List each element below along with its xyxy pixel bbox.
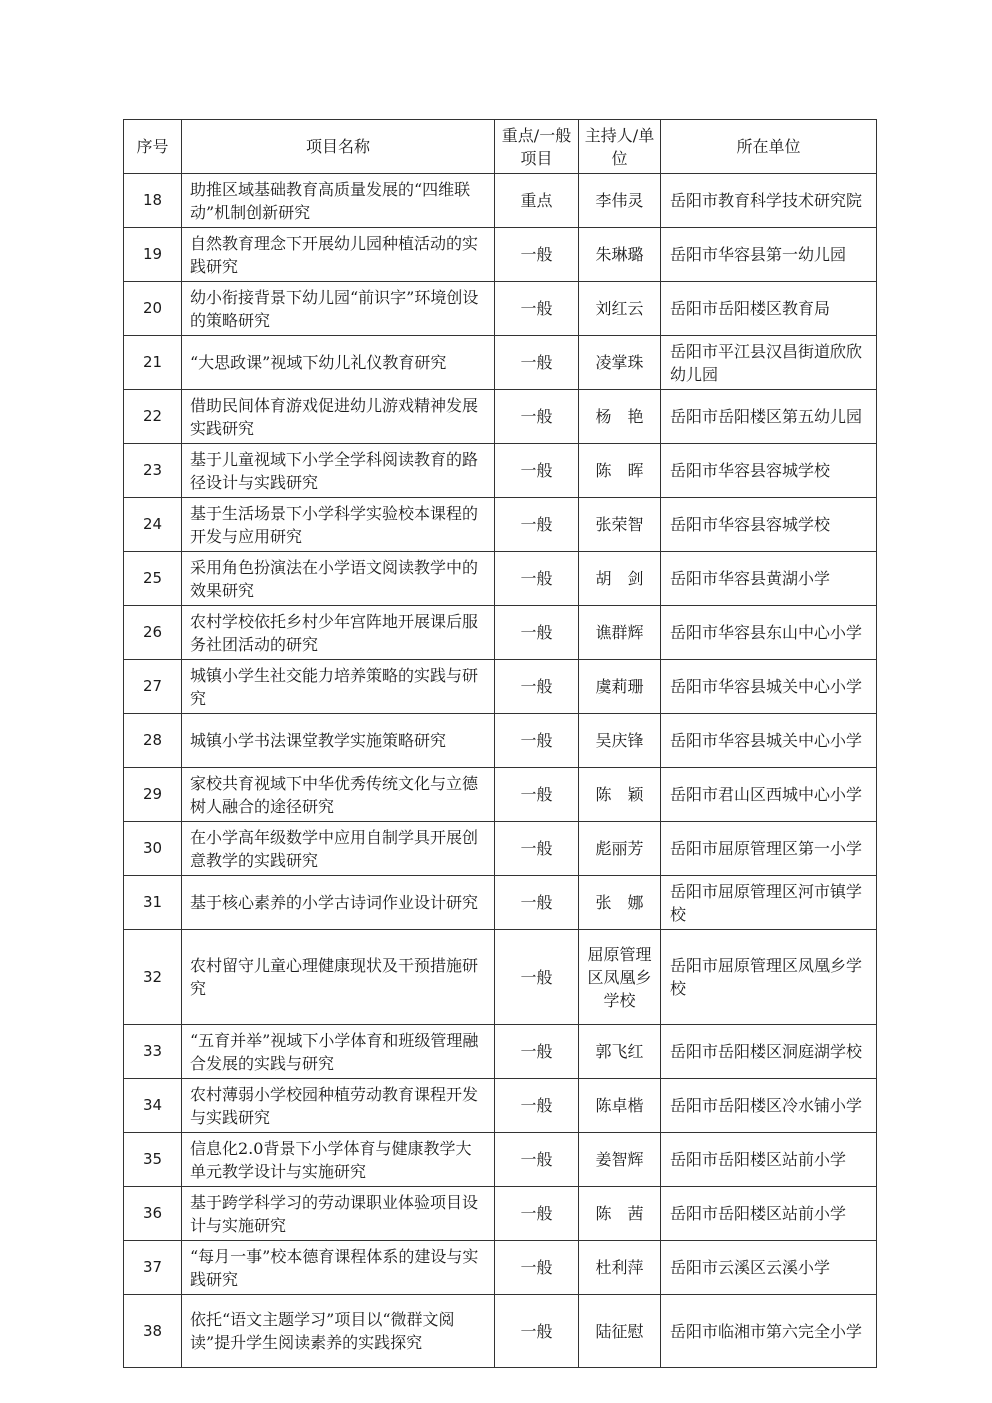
cell-project-name: 农村薄弱小学校园种植劳动教育课程开发与实践研究 <box>182 1079 495 1133</box>
cell-project-type: 一般 <box>495 768 579 822</box>
table-row <box>124 1133 877 1187</box>
cell-host: 吴庆锋 <box>579 714 661 768</box>
cell-project-type: 一般 <box>495 714 579 768</box>
cell-serial: 19 <box>124 228 182 282</box>
cell-project-type: 重点 <box>495 174 579 228</box>
cell-project-type: 一般 <box>495 606 579 660</box>
cell-project-name: 基于跨学科学习的劳动课职业体验项目设计与实施研究 <box>182 1187 495 1241</box>
cell-serial: 20 <box>124 282 182 336</box>
cell-serial: 24 <box>124 498 182 552</box>
cell-unit: 岳阳市岳阳楼区洞庭湖学校 <box>661 1025 877 1079</box>
cell-host: 陈 晖 <box>579 444 661 498</box>
cell-serial: 33 <box>124 1025 182 1079</box>
cell-project-type: 一般 <box>495 336 579 390</box>
cell-unit: 岳阳市岳阳楼区教育局 <box>661 282 877 336</box>
table-row <box>124 822 877 876</box>
cell-project-name: 基于生活场景下小学科学实验校本课程的开发与应用研究 <box>182 498 495 552</box>
cell-project-type: 一般 <box>495 876 579 930</box>
cell-unit: 岳阳市屈原管理区河市镇学校 <box>661 876 877 930</box>
cell-unit: 岳阳市岳阳楼区第五幼儿园 <box>661 390 877 444</box>
cell-project-name: 信息化2.0背景下小学体育与健康教学大单元教学设计与实施研究 <box>182 1133 495 1187</box>
table-row <box>124 768 877 822</box>
cell-unit: 岳阳市云溪区云溪小学 <box>661 1241 877 1295</box>
table-row <box>124 552 877 606</box>
cell-project-type: 一般 <box>495 1133 579 1187</box>
cell-host: 胡 剑 <box>579 552 661 606</box>
cell-serial: 36 <box>124 1187 182 1241</box>
cell-host: 陈 颖 <box>579 768 661 822</box>
table-row <box>124 498 877 552</box>
cell-host: 陈 茜 <box>579 1187 661 1241</box>
cell-unit: 岳阳市屈原管理区凤凰乡学校 <box>661 930 877 1025</box>
cell-project-type: 一般 <box>495 930 579 1025</box>
table-row <box>124 1241 877 1295</box>
table-row <box>124 1025 877 1079</box>
cell-serial: 28 <box>124 714 182 768</box>
cell-unit: 岳阳市华容县容城学校 <box>661 498 877 552</box>
cell-host: 谯群辉 <box>579 606 661 660</box>
cell-host: 刘红云 <box>579 282 661 336</box>
cell-host: 张 娜 <box>579 876 661 930</box>
cell-unit: 岳阳市岳阳楼区站前小学 <box>661 1187 877 1241</box>
cell-project-type: 一般 <box>495 498 579 552</box>
cell-unit: 岳阳市屈原管理区第一小学 <box>661 822 877 876</box>
cell-serial: 23 <box>124 444 182 498</box>
cell-unit: 岳阳市君山区西城中心小学 <box>661 768 877 822</box>
cell-project-name: 在小学高年级数学中应用自制学具开展创意教学的实践研究 <box>182 822 495 876</box>
cell-project-name: 农村留守儿童心理健康现状及干预措施研究 <box>182 930 495 1025</box>
table-row <box>124 336 877 390</box>
cell-project-type: 一般 <box>495 1079 579 1133</box>
cell-host: 凌掌珠 <box>579 336 661 390</box>
cell-project-name: “五育并举”视域下小学体育和班级管理融合发展的实践与研究 <box>182 1025 495 1079</box>
cell-project-type: 一般 <box>495 1295 579 1368</box>
cell-host: 杜利萍 <box>579 1241 661 1295</box>
table-row <box>124 1295 877 1368</box>
table-row <box>124 606 877 660</box>
cell-project-type: 一般 <box>495 552 579 606</box>
cell-serial: 26 <box>124 606 182 660</box>
cell-serial: 35 <box>124 1133 182 1187</box>
cell-project-name: 采用角色扮演法在小学语文阅读教学中的效果研究 <box>182 552 495 606</box>
cell-unit: 岳阳市岳阳楼区冷水铺小学 <box>661 1079 877 1133</box>
table-row <box>124 444 877 498</box>
cell-project-type: 一般 <box>495 282 579 336</box>
cell-project-name: 城镇小学生社交能力培养策略的实践与研究 <box>182 660 495 714</box>
cell-unit: 岳阳市华容县黄湖小学 <box>661 552 877 606</box>
cell-serial: 31 <box>124 876 182 930</box>
cell-project-name: “大思政课”视域下幼儿礼仪教育研究 <box>182 336 495 390</box>
cell-project-type: 一般 <box>495 822 579 876</box>
cell-host: 张荣智 <box>579 498 661 552</box>
cell-project-name: 基于核心素养的小学古诗词作业设计研究 <box>182 876 495 930</box>
cell-host: 陆征慰 <box>579 1295 661 1368</box>
cell-host: 郭飞红 <box>579 1025 661 1079</box>
table-row <box>124 1079 877 1133</box>
cell-host: 屈原管理区凤凰乡学校 <box>579 930 661 1025</box>
cell-serial: 29 <box>124 768 182 822</box>
table-row <box>124 174 877 228</box>
table-row <box>124 714 877 768</box>
cell-project-name: 幼小衔接背景下幼儿园“前识字”环境创设的策略研究 <box>182 282 495 336</box>
cell-serial: 18 <box>124 174 182 228</box>
cell-project-name: 自然教育理念下开展幼儿园种植活动的实践研究 <box>182 228 495 282</box>
cell-unit: 岳阳市华容县第一幼儿园 <box>661 228 877 282</box>
cell-unit: 岳阳市华容县城关中心小学 <box>661 660 877 714</box>
table-row <box>124 876 877 930</box>
cell-project-type: 一般 <box>495 1187 579 1241</box>
table-row <box>124 930 877 1025</box>
cell-unit: 岳阳市岳阳楼区站前小学 <box>661 1133 877 1187</box>
cell-serial: 30 <box>124 822 182 876</box>
cell-project-name: “每月一事”校本德育课程体系的建设与实践研究 <box>182 1241 495 1295</box>
cell-host: 李伟灵 <box>579 174 661 228</box>
cell-host: 彪丽芳 <box>579 822 661 876</box>
cell-unit: 岳阳市平江县汉昌街道欣欣幼儿园 <box>661 336 877 390</box>
cell-project-name: 依托“语文主题学习”项目以“微群文阅读”提升学生阅读素养的实践探究 <box>182 1295 495 1368</box>
header-project-name: 项目名称 <box>182 120 495 174</box>
project-table <box>123 119 877 1368</box>
cell-serial: 21 <box>124 336 182 390</box>
cell-unit: 岳阳市华容县城关中心小学 <box>661 714 877 768</box>
cell-serial: 25 <box>124 552 182 606</box>
header-host: 主持人/单位 <box>579 120 661 174</box>
cell-project-type: 一般 <box>495 1241 579 1295</box>
cell-project-type: 一般 <box>495 1025 579 1079</box>
cell-project-name: 城镇小学书法课堂教学实施策略研究 <box>182 714 495 768</box>
cell-project-name: 助推区域基础教育高质量发展的“四维联动”机制创新研究 <box>182 174 495 228</box>
cell-unit: 岳阳市临湘市第六完全小学 <box>661 1295 877 1368</box>
cell-serial: 22 <box>124 390 182 444</box>
cell-serial: 37 <box>124 1241 182 1295</box>
cell-project-name: 家校共育视域下中华优秀传统文化与立德树人融合的途径研究 <box>182 768 495 822</box>
cell-project-type: 一般 <box>495 444 579 498</box>
cell-project-type: 一般 <box>495 390 579 444</box>
cell-host: 杨 艳 <box>579 390 661 444</box>
table-row <box>124 228 877 282</box>
table-row <box>124 1187 877 1241</box>
cell-serial: 34 <box>124 1079 182 1133</box>
table-header-row <box>124 120 877 174</box>
cell-project-name: 农村学校依托乡村少年宫阵地开展课后服务社团活动的研究 <box>182 606 495 660</box>
cell-project-name: 借助民间体育游戏促进幼儿游戏精神发展实践研究 <box>182 390 495 444</box>
cell-host: 陈卓楷 <box>579 1079 661 1133</box>
cell-unit: 岳阳市华容县容城学校 <box>661 444 877 498</box>
table-row <box>124 660 877 714</box>
cell-serial: 32 <box>124 930 182 1025</box>
cell-unit: 岳阳市华容县东山中心小学 <box>661 606 877 660</box>
cell-project-type: 一般 <box>495 228 579 282</box>
cell-host: 姜智辉 <box>579 1133 661 1187</box>
cell-serial: 27 <box>124 660 182 714</box>
cell-serial: 38 <box>124 1295 182 1368</box>
header-project-type: 重点/一般项目 <box>495 120 579 174</box>
cell-project-name: 基于儿童视域下小学全学科阅读教育的路径设计与实践研究 <box>182 444 495 498</box>
header-serial: 序号 <box>124 120 182 174</box>
cell-project-type: 一般 <box>495 660 579 714</box>
cell-unit: 岳阳市教育科学技术研究院 <box>661 174 877 228</box>
cell-host: 朱琳璐 <box>579 228 661 282</box>
table-row <box>124 390 877 444</box>
header-unit: 所在单位 <box>661 120 877 174</box>
table-row <box>124 282 877 336</box>
cell-host: 虞莉珊 <box>579 660 661 714</box>
